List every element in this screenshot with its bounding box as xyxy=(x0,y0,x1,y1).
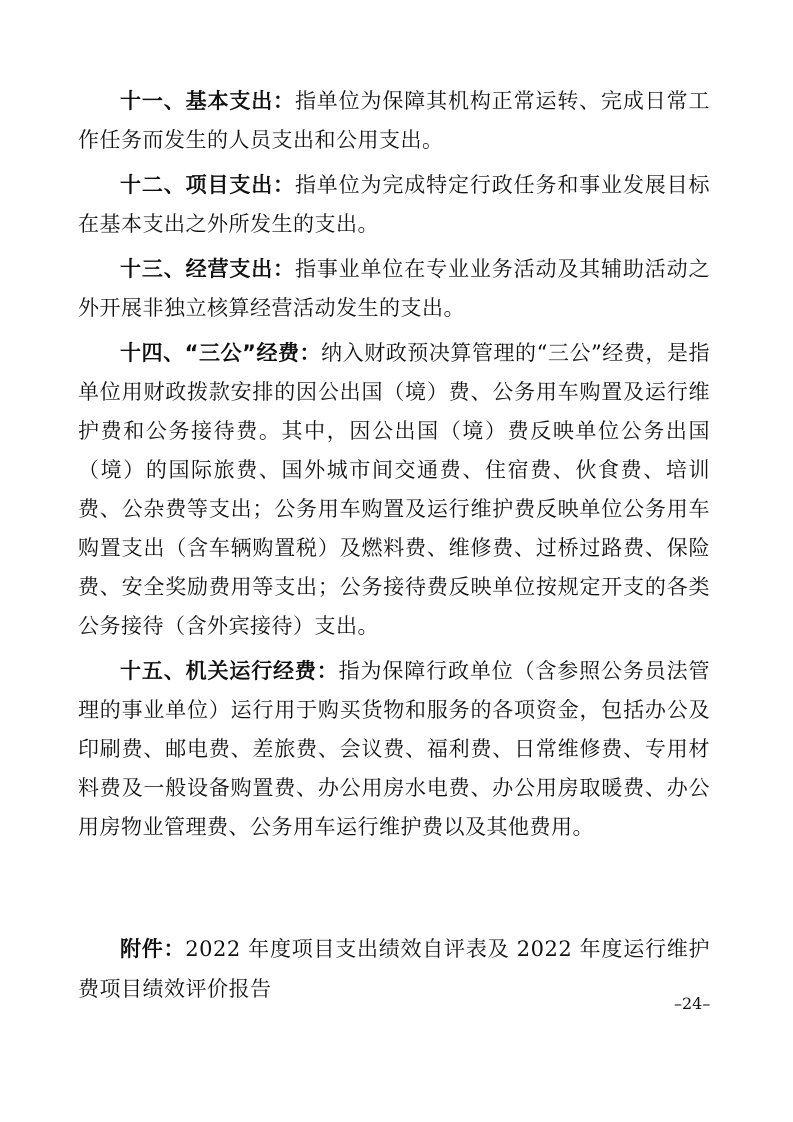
definition-term: 十三、经营支出： xyxy=(120,257,295,281)
attachment-label: 附件： xyxy=(120,937,186,961)
attachment-note xyxy=(78,929,710,1009)
definition-term: 十五、机关运行经费： xyxy=(120,659,339,683)
document-body xyxy=(78,82,710,1009)
definition-basic-expenditure xyxy=(78,82,710,160)
definition-text: 纳入财政预决算管理的“三公”经费，是指单位用财政拨款安排的因公出国（境）费、公务用车购置及运行维护费和公务接待费。其中，因公出国（境）费反映单位公务出国（境）的国际旅费、国外城市间交通费、住宿费、伙食费、培训费、公杂费等支出；公务用车购置及运行维护费反映单位公务用车购置支出（含车辆购置税）及燃料费、维修费、过桥过路费、保险费、安全奖励费用等支出；公务接待费反映单位按规定开支的各类公务接待（含外宾接待）支出。 xyxy=(78,341,710,638)
definition-text: 指事业单位在专业业务活动及其辅助活动之外开展非独立核算经营活动发生的支出。 xyxy=(78,257,711,320)
definition-term: 十四、“三公”经费： xyxy=(120,341,322,365)
definition-text: 指单位为完成特定行政任务和事业发展目标在基本支出之外所发生的支出。 xyxy=(78,173,711,236)
definition-text: 指单位为保障其机构正常运转、完成日常工作任务而发生的人员支出和公用支出。 xyxy=(78,89,711,152)
definition-agency-operating-funds xyxy=(78,652,710,847)
definition-operating-expenditure xyxy=(78,250,710,328)
definition-text: 指为保障行政单位（含参照公务员法管理的事业单位）运行用于购买货物和服务的各项资金，包括办公及印刷费、邮电费、差旅费、会议费、福利费、日常维修费、专用材料费及一般设备购置费、办公用房水电费、办公用房取暖费、办公用房物业管理费、公务用车运行维护费以及其他费用。 xyxy=(78,659,711,839)
definition-term: 十一、基本支出： xyxy=(120,89,295,113)
definition-three-public-expenses xyxy=(78,334,710,646)
definition-term: 十二、项目支出： xyxy=(120,173,295,197)
page-number: –24– xyxy=(674,994,711,1013)
definition-project-expenditure xyxy=(78,166,710,244)
spacer xyxy=(78,853,710,929)
attachment-text: 2022 年度项目支出绩效自评表及 2022 年度运行维护费项目绩效评价报告 xyxy=(78,937,710,1001)
